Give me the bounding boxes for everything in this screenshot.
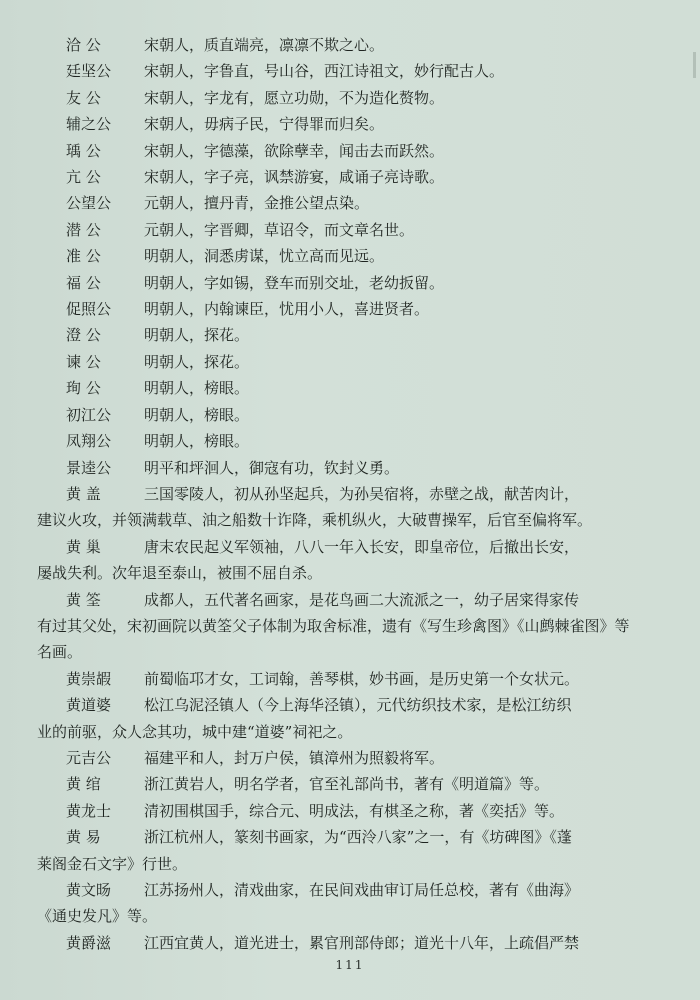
entry-description-continued: 业的前驱，众人念其功，城中建“道婆”祠祀之。 — [37, 722, 353, 741]
entry-name: 黄 盖 — [66, 484, 101, 503]
entry-name: 黄道婆 — [66, 696, 112, 715]
entry — [66, 666, 636, 692]
entry-name: 景逵公 — [66, 458, 112, 477]
entry-name: 黄 绾 — [66, 775, 101, 794]
entry-name: 潜 公 — [66, 220, 101, 239]
entry — [66, 58, 636, 84]
entry-description: 清初围棋国手，综合元、明成法，有棋圣之称，著《奕括》等。 — [144, 801, 565, 820]
entry-name: 友 公 — [66, 88, 101, 107]
entry — [37, 877, 636, 930]
entry-description: 宋朝人，字德藻，欲除孽幸，闻击去而跃然。 — [144, 141, 445, 160]
entry — [66, 243, 636, 269]
entry-name: 黄 巢 — [66, 537, 101, 556]
entry — [37, 587, 636, 666]
entry — [37, 534, 636, 587]
entry-description-continued: 莱阁金石文字》行世。 — [37, 854, 188, 873]
entry-description-continued: 建议火攻，并领满载草、油之船数十诈降，乘机纵火，大破曹操军，后官至偏将军。 — [37, 511, 593, 530]
entry-description: 浙江黄岩人，明名学者，官至礼部尚书，著有《明道篇》等。 — [144, 775, 550, 794]
entry-description-continued: 有过其父处，宋初画院以黄筌父子体制为取舍标准，遗有《写生珍禽图》《山鹧棘雀图》等名画。 — [37, 616, 630, 662]
entry-name: 黄 筌 — [66, 590, 101, 609]
entry-name: 辅之公 — [66, 115, 112, 134]
entry-name: 促照公 — [66, 300, 112, 319]
entry-description: 三国零陵人，初从孙坚起兵，为孙吴宿将，赤壁之战，献苦肉计， — [144, 484, 580, 503]
entry-name: 亢 公 — [66, 168, 101, 187]
entry-name: 黄崇嘏 — [66, 669, 112, 688]
entry — [66, 745, 636, 771]
entry — [66, 111, 636, 137]
page-edge-mark — [693, 52, 696, 78]
entry-description: 宋朝人，字子亮，讽禁游宴，咸诵子亮诗歌。 — [144, 168, 445, 187]
entry-name: 黄 易 — [66, 828, 101, 847]
entry — [66, 375, 636, 401]
entry-description: 明平和坪洄人，御寇有功，钦封义勇。 — [144, 458, 400, 477]
entry-list — [37, 32, 636, 956]
entry-description: 明朝人，探花。 — [144, 326, 250, 345]
entry-description: 明朝人，榜眼。 — [144, 405, 250, 424]
entry-description: 明朝人，榜眼。 — [144, 379, 250, 398]
entry-name: 澄 公 — [66, 326, 101, 345]
entry-description: 明朝人，内翰谏臣，忧用小人，喜进贤者。 — [144, 300, 430, 319]
entry — [66, 455, 636, 481]
entry-name: 珣 公 — [66, 379, 101, 398]
entry-description: 江苏扬州人，清戏曲家，在民间戏曲审订局任总校，著有《曲海》 — [144, 881, 580, 899]
entry-description: 江西宜黄人，道光进士，累官刑部侍郎；道光十八年，上疏倡严禁 — [144, 933, 580, 952]
entry — [37, 692, 636, 745]
entry — [66, 322, 636, 348]
entry-description: 前蜀临邛才女，工词翰，善琴棋，妙书画，是历史第一个女状元。 — [144, 669, 580, 688]
entry — [66, 930, 636, 956]
entry-name: 准 公 — [66, 247, 101, 266]
entry-name: 初江公 — [66, 405, 112, 424]
entry-description: 元朝人，擅丹青，金推公望点染。 — [144, 194, 370, 213]
entry-description: 宋朝人，字鲁直，号山谷，西江诗祖文，妙行配古人。 — [144, 62, 505, 81]
entry-name: 公望公 — [66, 194, 112, 213]
entry-name: 黄爵滋 — [66, 933, 112, 952]
entry — [66, 32, 636, 58]
entry — [37, 481, 636, 534]
entry-description: 明朝人，榜眼。 — [144, 432, 250, 451]
entry-description-continued: 《通史发凡》等。 — [37, 907, 158, 926]
entry — [66, 138, 636, 164]
entry — [66, 190, 636, 216]
entry-description: 明朝人，探花。 — [144, 352, 250, 371]
entry-description: 成都人，五代著名画家，是花鸟画二大流派之一，幼子居寀得家传 — [144, 590, 580, 609]
entry — [66, 296, 636, 322]
entry-name: 凤翔公 — [66, 432, 112, 451]
entry — [66, 164, 636, 190]
entry-description: 福建平和人，封万户侯，镇漳州为照毅将军。 — [144, 748, 445, 767]
page-number: 111 — [335, 958, 365, 972]
entry-name: 廷坚公 — [66, 62, 112, 81]
entry — [66, 771, 636, 797]
entry — [66, 428, 636, 454]
entry-description: 宋朝人，毋病子民，宁得罪而归矣。 — [144, 115, 385, 134]
entry-name: 元吉公 — [66, 748, 112, 767]
entry — [66, 349, 636, 375]
entry — [66, 798, 636, 824]
entry-name: 黄龙士 — [66, 801, 112, 820]
entry — [66, 85, 636, 111]
entry-description: 宋朝人，字龙有，愿立功勋，不为造化赘物。 — [144, 88, 445, 107]
entry-name: 福 公 — [66, 273, 101, 292]
entry — [37, 824, 636, 877]
entry-description: 明朝人，洞悉虏谋，忧立高而见远。 — [144, 247, 385, 266]
entry-description: 元朝人，字晋卿，草诏令，而文章名世。 — [144, 220, 415, 239]
entry-name: 谏 公 — [66, 352, 101, 371]
entry — [66, 270, 636, 296]
entry — [66, 217, 636, 243]
entry-description-continued: 屡战失利。次年退至泰山，被围不屈自杀。 — [37, 564, 323, 583]
entry-name: 黄文旸 — [66, 881, 112, 899]
entry-description: 唐末农民起义军领袖，八八一年入长安，即皇帝位，后撤出长安， — [144, 537, 580, 556]
entry-description: 浙江杭州人，篆刻书画家，为“西泠八家”之一，有《坊碑图》《蓬 — [144, 828, 572, 847]
entry — [66, 402, 636, 428]
entry-description: 宋朝人，质直端亮，凛凛不欺之心。 — [144, 36, 385, 54]
entry-name: 洽 公 — [66, 36, 101, 54]
entry-name: 瑀 公 — [66, 141, 101, 160]
entry-description: 松江乌泥泾镇人（今上海华泾镇），元代纺织技术家，是松江纺织 — [144, 696, 572, 715]
entry-description: 明朝人，字如锡，登车而别交址，老幼扳留。 — [144, 273, 445, 292]
